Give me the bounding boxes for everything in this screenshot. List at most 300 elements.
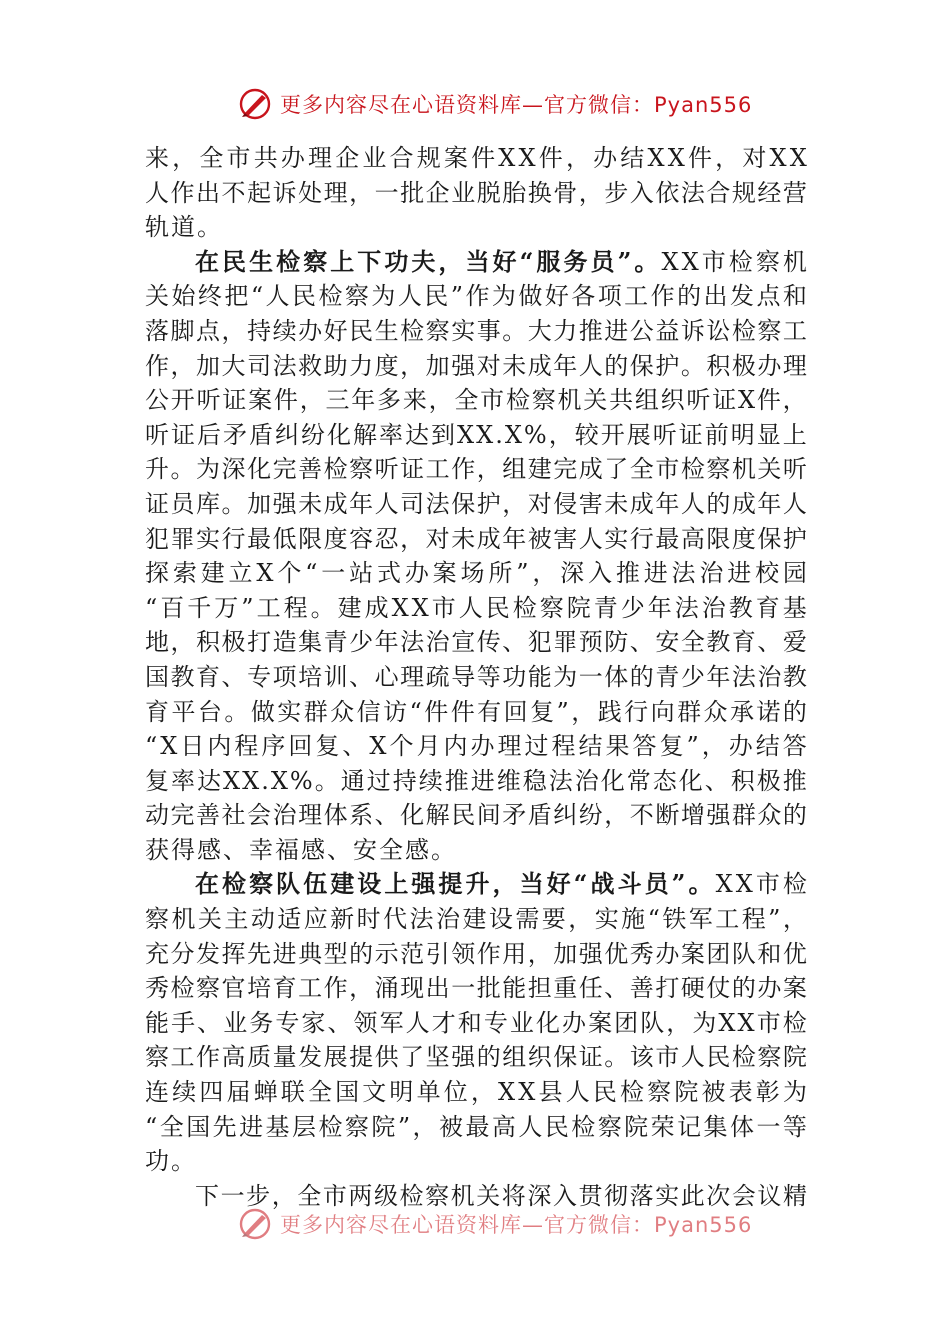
line-char: 案	[588, 1008, 613, 1037]
line-char: 业	[451, 178, 476, 207]
line-char: 成	[527, 351, 552, 380]
line-char: 罪	[553, 628, 578, 657]
line-char: 实	[451, 316, 476, 345]
line-char: 工	[782, 316, 807, 345]
line-char: 年	[706, 662, 731, 691]
line-char: 机	[782, 247, 807, 276]
line-char: 纠	[553, 801, 578, 830]
line-char: “	[145, 1112, 158, 1141]
line-char: 典	[298, 939, 323, 968]
line-char: 青	[655, 662, 680, 691]
line-char: 少	[620, 593, 645, 622]
line-char: ”	[768, 905, 781, 934]
line-char: 机	[450, 1181, 475, 1210]
line-char: 件	[756, 386, 781, 415]
line-char: 高	[221, 1043, 246, 1072]
line-char: 步	[604, 178, 629, 207]
line-char: 代	[383, 905, 408, 934]
line-char: ，	[568, 905, 593, 934]
line-char: ，	[170, 628, 195, 657]
line-char: 公	[145, 386, 169, 415]
line-char: 一	[374, 178, 399, 207]
line-char: 过	[366, 766, 391, 795]
line-char: 较	[574, 420, 599, 449]
line-char: 打	[247, 628, 272, 657]
line-char: 开	[170, 386, 195, 415]
line-char: X	[270, 766, 288, 795]
line-char: ，	[349, 974, 374, 1003]
line-char: 办	[593, 144, 618, 172]
line-char: X	[518, 144, 536, 172]
line-char: 和	[782, 282, 807, 311]
line-char: 、	[327, 1008, 352, 1037]
line-char: 充	[145, 939, 169, 968]
line-char: 深	[527, 1181, 552, 1210]
line-char: 的	[604, 351, 629, 380]
line-char: 重	[553, 974, 578, 1003]
line-char: 和	[457, 1008, 482, 1037]
line-char: 步	[246, 1181, 271, 1210]
line-char: 保	[757, 524, 782, 553]
line-char: ”	[686, 732, 699, 761]
line-char: 进	[643, 559, 668, 588]
line-char: 教	[170, 662, 195, 691]
line-char: 察	[647, 1078, 672, 1107]
line-char: 盾	[249, 420, 273, 449]
line-char: 年	[351, 386, 376, 415]
line-char: 件	[538, 144, 563, 172]
line-char: X	[647, 144, 665, 172]
line-char: 持	[247, 316, 272, 345]
line-char: 理	[400, 662, 425, 691]
line-char: 为	[371, 282, 396, 311]
line-char: 明	[389, 1078, 414, 1107]
line-char: 优	[604, 939, 629, 968]
line-char: 维	[496, 766, 521, 795]
line-char: 察	[145, 1043, 169, 1072]
line-char: 市	[755, 870, 780, 899]
line-char: 少	[680, 662, 705, 691]
line-char: 未	[502, 351, 527, 380]
line-char: 用	[502, 939, 527, 968]
line-char: 能	[145, 1008, 169, 1037]
line-char: 为	[692, 1008, 717, 1037]
line-char: 工	[715, 905, 740, 934]
line-char: ，	[221, 316, 246, 345]
line-char: 保	[451, 489, 476, 518]
line-char: 群	[303, 697, 328, 726]
line-char: 检	[731, 1043, 756, 1072]
line-char: 建	[527, 455, 552, 484]
line-char: 犯	[527, 628, 552, 657]
text-line	[145, 279, 807, 314]
line-char: 各	[571, 282, 596, 311]
line-char: 为	[491, 282, 516, 311]
line-char: X	[457, 420, 475, 449]
line-char: 治	[574, 766, 599, 795]
line-char: 才	[431, 1008, 456, 1037]
line-char: 项	[597, 282, 622, 311]
line-char: 的	[677, 282, 702, 311]
line-char: 将	[501, 1181, 526, 1210]
line-char: 工	[256, 593, 281, 622]
line-char: 基	[265, 1112, 290, 1141]
text-line	[145, 1040, 807, 1075]
line-char: 记	[677, 1112, 702, 1141]
line-char: 案	[680, 939, 705, 968]
line-char: 益	[655, 316, 680, 345]
line-char: 被	[439, 1112, 463, 1141]
line-char: 度	[731, 524, 756, 553]
bold-heading-char: 好	[546, 869, 571, 899]
line-char: 成	[629, 489, 654, 518]
line-char: 对	[476, 351, 501, 380]
bold-heading-char: 服	[536, 246, 561, 276]
line-char: X	[498, 1078, 516, 1107]
text-line	[145, 452, 807, 487]
line-char: 完	[272, 455, 297, 484]
line-char: 优	[782, 939, 807, 968]
bold-heading-char: 。	[688, 869, 713, 899]
line-char: 断	[655, 801, 680, 830]
line-char: 精	[782, 1181, 807, 1210]
line-char: 一	[756, 1112, 781, 1141]
line-char: 检	[571, 1112, 596, 1141]
line-char: 行	[221, 524, 246, 553]
line-char: 续	[272, 316, 297, 345]
line-char: 承	[729, 697, 754, 726]
line-char: 项	[272, 662, 297, 691]
line-char: 和	[757, 939, 782, 968]
line-char: 最	[465, 1112, 490, 1141]
bold-heading-char: 在	[195, 869, 219, 899]
line-char: 序	[261, 732, 286, 761]
line-char: 市	[655, 455, 680, 484]
line-char: 领	[451, 939, 476, 968]
line-char: 此	[680, 1181, 705, 1210]
line-char: 低	[272, 524, 297, 553]
line-char: 化	[600, 766, 625, 795]
line-char: 容	[349, 524, 374, 553]
line-char: 证	[171, 420, 195, 449]
line-char: 证	[578, 1043, 603, 1072]
line-char: 大	[527, 316, 552, 345]
watermark-header	[238, 86, 752, 122]
line-char: 关	[197, 905, 222, 934]
line-char: 关	[476, 1181, 501, 1210]
line-char: X	[256, 559, 274, 588]
line-char: 。	[604, 1043, 629, 1072]
line-char: 年	[757, 489, 782, 518]
line-char: 检	[512, 593, 537, 622]
bold-heading-char: 斗	[617, 869, 642, 899]
line-char: 了	[400, 1043, 425, 1072]
line-char: 安	[655, 628, 680, 657]
line-char: 果	[605, 732, 630, 761]
line-char: 强	[578, 939, 603, 968]
text-line	[145, 729, 807, 764]
line-char: 达	[197, 766, 221, 795]
text-line	[145, 556, 807, 591]
line-char: 加	[425, 351, 450, 380]
line-char: 程	[283, 593, 308, 622]
line-char: 预	[578, 628, 603, 657]
line-char: 人	[405, 1008, 430, 1037]
text-line	[145, 1075, 807, 1110]
line-char: 企	[335, 144, 360, 172]
line-char: 治	[272, 801, 297, 830]
pen-circle-logo-icon	[238, 87, 272, 121]
line-char: 人	[782, 489, 807, 518]
line-char: 民	[592, 1078, 617, 1107]
line-char: ，	[604, 801, 629, 830]
line-char: 态	[652, 766, 677, 795]
line-char: 育	[755, 593, 780, 622]
line-char: 组	[502, 455, 527, 484]
line-char: 少	[349, 628, 374, 657]
line-char: 工	[425, 455, 450, 484]
line-char: 适	[277, 905, 302, 934]
line-char: 发	[729, 282, 754, 311]
line-char: 矛	[502, 801, 527, 830]
line-char: 需	[515, 905, 540, 934]
line-char: 手	[171, 1008, 196, 1037]
line-char: 程	[741, 905, 766, 934]
line-char: 任	[578, 974, 603, 1003]
line-char: 实	[604, 524, 629, 553]
line-char: 众	[703, 697, 728, 726]
line-char: 一	[451, 974, 476, 1003]
line-char: 限	[298, 524, 323, 553]
line-char: “	[409, 697, 422, 726]
line-char: 培	[298, 662, 323, 691]
text-line	[145, 937, 807, 972]
line-char: 现	[400, 974, 425, 1003]
line-char: 贯	[578, 1181, 603, 1210]
line-char: 证	[145, 489, 169, 518]
line-char: 国	[186, 1112, 211, 1141]
line-char: ，	[349, 178, 374, 207]
line-char: 人	[265, 282, 290, 311]
line-char: 侵	[553, 489, 578, 518]
paragraph	[145, 141, 807, 245]
line-char: ”	[397, 1112, 411, 1141]
line-char: 全	[629, 455, 654, 484]
line-char: 市	[701, 247, 726, 276]
line-char: 复	[530, 697, 555, 726]
line-char: 积	[706, 351, 731, 380]
line-char: 秀	[145, 974, 169, 1003]
line-char: 两	[348, 1181, 373, 1210]
line-char: 层	[292, 1112, 316, 1141]
line-char: 率	[379, 420, 403, 449]
line-char: 治	[435, 905, 460, 934]
text-line	[145, 902, 807, 937]
line-char: 骨	[553, 178, 578, 207]
line-char: 检	[620, 1078, 644, 1107]
line-char: 保	[629, 351, 654, 380]
line-char: 被	[701, 1078, 726, 1107]
bold-heading-char: 当	[465, 246, 490, 276]
line-char: 合	[706, 178, 731, 207]
line-char: 引	[425, 939, 450, 968]
line-char: 明	[730, 420, 755, 449]
line-char: 司	[247, 351, 272, 380]
line-char: 批	[476, 974, 501, 1003]
line-char: 胎	[502, 178, 527, 207]
line-char: 发	[196, 939, 221, 968]
line-char: 民	[485, 593, 510, 622]
line-char: 台	[197, 697, 222, 726]
line-char: 察	[706, 455, 731, 484]
line-char: 件	[424, 697, 449, 726]
bold-heading-char: 战	[590, 869, 615, 899]
bold-heading-char: 员	[590, 246, 615, 276]
line-char: 起	[247, 178, 272, 207]
line-char: X	[160, 732, 178, 761]
line-char: .	[261, 766, 269, 795]
line-char: 有	[477, 697, 502, 726]
line-char: 为	[553, 662, 578, 691]
line-char: 年	[647, 593, 672, 622]
line-char: 讼	[706, 316, 731, 345]
watermark-footer	[238, 1206, 752, 1242]
line-char: 。	[170, 455, 195, 484]
line-char: “	[250, 282, 264, 311]
line-char: 立	[228, 559, 253, 588]
line-char: 议	[757, 1181, 782, 1210]
line-char: 进	[239, 1112, 264, 1141]
line-char: 法	[674, 593, 699, 622]
bold-heading-char: ”	[671, 869, 686, 899]
line-char: 市	[655, 1043, 680, 1072]
text-line	[145, 349, 807, 384]
line-char: 检	[731, 316, 756, 345]
line-char: 办	[655, 939, 680, 968]
line-char: 法	[548, 766, 573, 795]
line-char: ，	[571, 697, 596, 726]
line-char: X	[504, 420, 522, 449]
line-char: ，	[400, 351, 425, 380]
line-char: 荣	[650, 1112, 675, 1141]
line-char: 罪	[170, 524, 195, 553]
bold-heading-char: ”	[617, 246, 632, 276]
line-char: 办	[470, 732, 495, 761]
line-char: 察	[344, 282, 369, 311]
bold-heading-char: 夫	[411, 246, 436, 276]
line-char: 关	[757, 455, 782, 484]
line-char: 把	[224, 282, 249, 311]
line-char: 施	[621, 905, 646, 934]
line-char: 善	[196, 801, 221, 830]
line-char: 个	[389, 732, 414, 761]
line-char: 次	[706, 1181, 731, 1210]
line-char: 建	[337, 593, 362, 622]
line-char: 察	[531, 386, 556, 415]
line-char: 院	[674, 1078, 699, 1107]
line-char: 应	[303, 905, 328, 934]
line-char: 百	[160, 593, 185, 622]
bold-heading-char: 强	[411, 869, 436, 899]
line-char: 会	[731, 1181, 756, 1210]
line-char: X	[242, 766, 260, 795]
line-char: 发	[298, 1043, 323, 1072]
line-char: 答	[632, 732, 657, 761]
line-char: 犯	[145, 524, 169, 553]
line-char: 、	[197, 1008, 222, 1037]
line-char: 诉	[680, 316, 705, 345]
line-char: 。	[224, 697, 249, 726]
line-char: X	[681, 247, 699, 276]
line-char: 团	[706, 939, 731, 968]
line-char: 造	[272, 628, 297, 657]
line-char: 察	[539, 593, 564, 622]
line-char: 体	[604, 662, 629, 691]
line-char: 出	[425, 974, 450, 1003]
line-char: 市	[480, 386, 505, 415]
line-char: 民	[292, 282, 316, 311]
line-char: 年	[553, 351, 578, 380]
line-char: %	[523, 420, 547, 449]
bold-heading-char: “	[519, 246, 534, 276]
bold-heading-char: 伍	[303, 869, 328, 899]
line-char: 不	[629, 801, 654, 830]
line-char: 建	[462, 905, 487, 934]
line-char: 度	[374, 351, 399, 380]
line-char: 极	[221, 628, 246, 657]
line-char: 完	[170, 801, 195, 830]
line-char: 人	[374, 489, 399, 518]
line-char: 先	[212, 1112, 237, 1141]
bold-heading-char: 务	[563, 246, 588, 276]
line-char: 主	[224, 905, 249, 934]
line-char: 作	[476, 939, 501, 968]
line-char: ，	[532, 559, 557, 588]
line-char: 件	[273, 386, 298, 415]
line-char: %	[289, 766, 313, 795]
bold-heading-char: ，	[492, 869, 517, 899]
line-char: 察	[344, 1112, 369, 1141]
line-char: 程	[551, 732, 576, 761]
line-char: 文	[362, 1078, 387, 1107]
line-char: 察	[349, 455, 374, 484]
line-char: 出	[703, 282, 728, 311]
line-char: 群	[731, 801, 756, 830]
line-char: 强	[706, 801, 731, 830]
line-char: 护	[476, 489, 501, 518]
line-char: 涌	[374, 974, 399, 1003]
line-char: 回	[288, 732, 313, 761]
text-line	[145, 1006, 807, 1041]
line-char: 救	[298, 351, 323, 380]
line-char: 彰	[755, 1078, 780, 1107]
line-char: 法	[272, 351, 297, 380]
line-char: 全	[297, 1181, 322, 1210]
line-char: 功	[502, 662, 527, 691]
line-char: 入	[552, 1181, 577, 1210]
line-char: 作	[170, 178, 195, 207]
line-char: 证	[712, 386, 737, 415]
line-char: 展	[323, 1043, 348, 1072]
line-char: 害	[578, 489, 603, 518]
line-char: 办	[728, 732, 753, 761]
line-char: 全	[307, 1078, 332, 1107]
line-char: 军	[688, 905, 713, 934]
line-char: 库	[196, 489, 221, 518]
line-char: X	[369, 732, 387, 761]
line-char: 理	[782, 351, 807, 380]
line-char: 届	[226, 1078, 251, 1107]
